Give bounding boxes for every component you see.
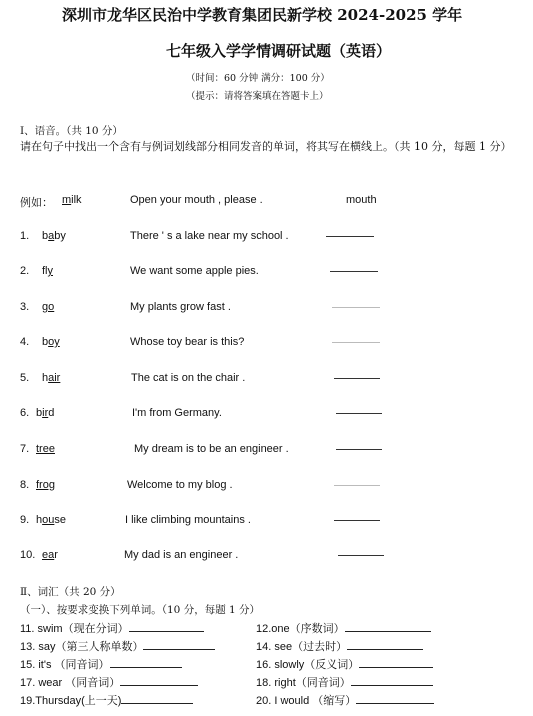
answer-blank-10[interactable] xyxy=(338,555,384,556)
phonics-item-word: fly xyxy=(42,265,53,277)
vocab-blank[interactable] xyxy=(143,639,215,650)
answer-blank-7[interactable] xyxy=(336,449,382,450)
phonics-item-num: 9. xyxy=(20,514,30,526)
phonics-item-num: 1. xyxy=(20,230,30,242)
phonics-item-word: tree xyxy=(36,443,55,455)
vocab-item: 13. say（第三人称单数） xyxy=(20,638,215,654)
time-info: （时间：60 分钟 满分：100 分） xyxy=(186,73,330,84)
phonics-item-word: boy xyxy=(42,336,60,348)
example-sentence: Open your mouth , please . xyxy=(130,194,263,206)
vocab-item: 12.one（序数词） xyxy=(256,620,431,636)
school-title: 深圳市龙华区民治中学教育集团民新学校 2024-2025 学年 xyxy=(62,6,463,24)
phonics-item-word: ear xyxy=(42,549,58,561)
vocab-blank[interactable] xyxy=(110,657,182,668)
vocab-item: 20. I would （缩写） xyxy=(256,692,434,708)
example-answer: mouth xyxy=(346,194,377,206)
vocab-blank[interactable] xyxy=(347,639,423,650)
answer-blank-3[interactable] xyxy=(332,307,380,308)
answer-blank-9[interactable] xyxy=(334,520,380,521)
answer-blank-5[interactable] xyxy=(334,378,380,379)
phonics-item-word: bird xyxy=(36,407,55,419)
phonics-item-sentence: We want some apple pies. xyxy=(130,265,259,277)
phonics-item-num: 4. xyxy=(20,336,30,348)
vocab-blank[interactable] xyxy=(120,675,198,686)
phonics-item-num: 2. xyxy=(20,265,30,277)
vocab-item: 18. right（同音词） xyxy=(256,674,433,690)
vocab-item: 19.Thursday(上一天) xyxy=(20,692,193,708)
phonics-item-sentence: The cat is on the chair . xyxy=(131,372,246,384)
phonics-item-word: baby xyxy=(42,230,66,242)
part1-instruction: 请在句子中找出一个含有与例词划线部分相同发音的单词，将其写在横线上。（共 10 分，每题 1 分） xyxy=(20,140,512,153)
vocab-item: 17. wear （同音词） xyxy=(20,674,198,690)
phonics-item-num: 6. xyxy=(20,407,30,419)
vocab-blank[interactable] xyxy=(129,621,204,632)
vocab-blank[interactable] xyxy=(356,693,434,704)
phonics-item-word: house xyxy=(36,514,66,526)
phonics-item-sentence: Whose toy bear is this? xyxy=(130,336,245,348)
phonics-item-num: 8. xyxy=(20,479,30,491)
answer-blank-8[interactable] xyxy=(334,485,380,486)
answer-blank-6[interactable] xyxy=(336,413,382,414)
vocab-blank[interactable] xyxy=(121,693,193,704)
vocab-blank[interactable] xyxy=(351,675,433,686)
phonics-item-word: frog xyxy=(36,479,55,491)
part2-sub-heading: （一）、按要求变换下列单词。（10 分，每题 1 分） xyxy=(20,604,261,616)
phonics-item-sentence: Welcome to my blog . xyxy=(127,479,233,491)
phonics-item-sentence: My plants grow fast . xyxy=(130,301,231,313)
part2-heading: Ⅱ、词汇（共 20 分） xyxy=(20,586,121,598)
phonics-item-word: hair xyxy=(42,372,61,384)
vocab-item: 16. slowly（反义词） xyxy=(256,656,433,672)
vocab-item: 14. see（过去时） xyxy=(256,638,423,654)
exam-title: 七年级入学学情调研试题（英语） xyxy=(166,42,392,60)
answer-blank-2[interactable] xyxy=(330,271,378,272)
phonics-item-sentence: I'm from Germany. xyxy=(132,407,222,419)
vocab-item: 11. swim（现在分词） xyxy=(20,620,204,636)
phonics-item-num: 7. xyxy=(20,443,30,455)
phonics-item-num: 3. xyxy=(20,301,30,313)
phonics-item-sentence: My dream is to be an engineer . xyxy=(134,443,289,455)
phonics-item-sentence: My dad is an engineer . xyxy=(124,549,239,561)
phonics-item-sentence: I like climbing mountains . xyxy=(125,514,251,526)
answer-blank-4[interactable] xyxy=(332,342,380,343)
phonics-item-num: 10. xyxy=(20,549,36,561)
phonics-item-sentence: There ' s a lake near my school . xyxy=(130,230,289,242)
vocab-item: 15. it's （同音词） xyxy=(20,656,182,672)
answer-blank-1[interactable] xyxy=(326,236,374,237)
phonics-item-num: 5. xyxy=(20,372,30,384)
example-word: milk xyxy=(62,194,82,206)
example-label: 例如： xyxy=(20,197,53,209)
phonics-item-word: go xyxy=(42,301,55,313)
part1-heading: Ⅰ、语音。（共 10 分） xyxy=(20,125,123,137)
hint-text: （提示：请将答案填在答题卡上） xyxy=(186,91,329,102)
vocab-blank[interactable] xyxy=(345,621,431,632)
vocab-blank[interactable] xyxy=(359,657,433,668)
